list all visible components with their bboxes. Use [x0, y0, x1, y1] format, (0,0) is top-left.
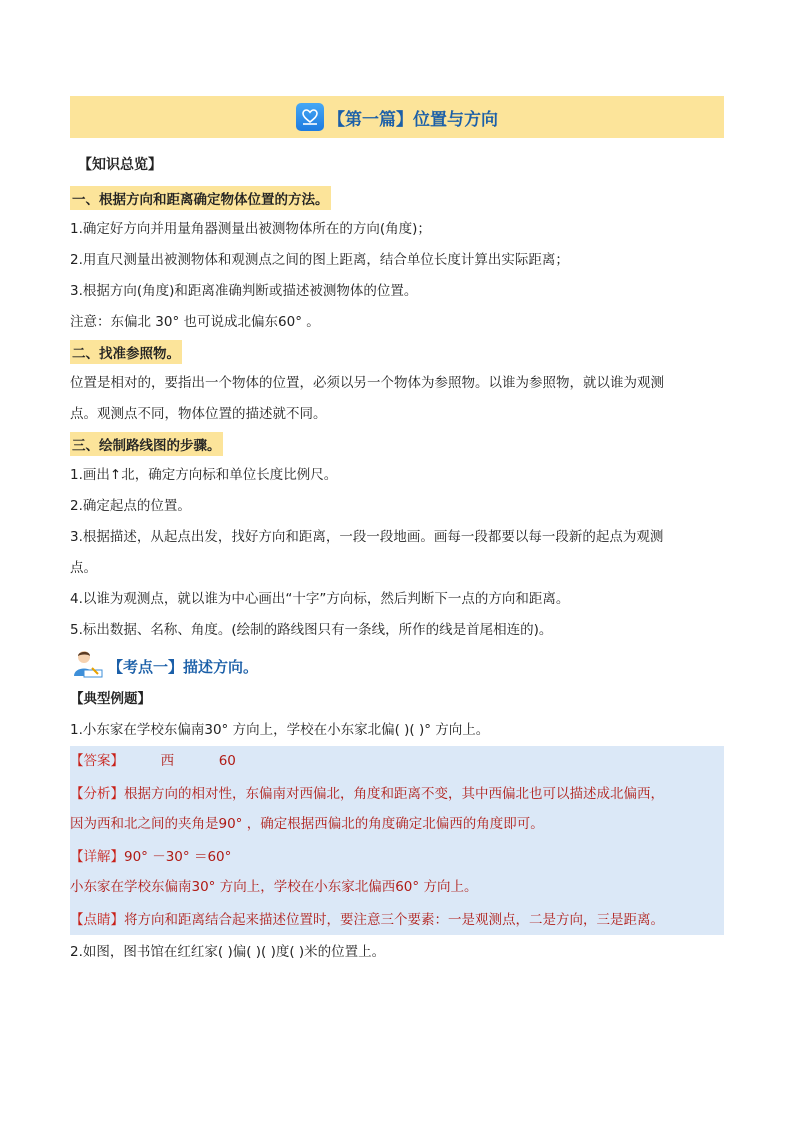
- student-writing-icon: [70, 648, 104, 684]
- section2-line: 点。观测点不同，物体位置的描述就不同。: [70, 406, 327, 422]
- question-2: 2.如图，图书馆在红红家( )偏( )( )度( )米的位置上。: [70, 944, 386, 960]
- section3: [70, 432, 724, 456]
- detail-label: 【详解】: [70, 849, 124, 865]
- overview-heading: 【知识总览】: [78, 157, 162, 173]
- section1-item: 2.用直尺测量出被测物体和观测点之间的图上距离，结合单位长度计算出实际距离；: [70, 252, 569, 268]
- heart-hand-icon: [296, 103, 324, 131]
- section3-line: 2.确定起点的位置。: [70, 498, 191, 514]
- section1-note: 注意：东偏北 30° 也可说成北偏东60° 。: [70, 314, 320, 330]
- tip-text: 将方向和距离结合起来描述位置时，要注意三个要素：一是观测点，二是方向，三是距离。: [124, 912, 664, 928]
- section3-line: 5.标出数据、名称、角度。(绘制的路线图只有一条线，所作的线是首尾相连的)。: [70, 622, 553, 638]
- section3-line: 1.画出↑北，确定方向标和单位长度比例尺。: [70, 467, 338, 483]
- tip-label: 【点睛】: [70, 912, 124, 928]
- question-1: 1.小东家在学校东偏南30° 方向上，学校在小东家北偏( )( )° 方向上。: [70, 722, 490, 738]
- tip-line: [70, 905, 724, 935]
- analysis-text-2: 因为西和北之间的夹角是90° ，确定根据西偏北的角度确定北偏西的角度即可。: [70, 816, 544, 832]
- section1-item: 1.确定好方向并用量角器测量出被测物体所在的方向(角度)；: [70, 221, 431, 237]
- section1-item: 3.根据方向(角度)和距离准确判断或描述被测物体的位置。: [70, 283, 418, 299]
- section2-line: 位置是相对的，要指出一个物体的位置，必须以另一个物体为参照物。以谁为参照物，就以谁为观测: [70, 375, 664, 391]
- answer-block: [70, 746, 724, 935]
- analysis-label: 【分析】: [70, 786, 124, 802]
- page-title: 【第一篇】位置与方向: [328, 109, 498, 130]
- analysis-text: 根据方向的相对性，东偏南对西偏北，角度和距离不变，其中西偏北也可以描述成北偏西，: [124, 786, 664, 802]
- section1: [70, 186, 724, 210]
- analysis-line: [70, 779, 724, 809]
- section3-line: 3.根据描述，从起点出发，找好方向和距离，一段一段地画。画每一段都要以每一段新的起点为观测: [70, 529, 664, 545]
- kaodian-title: 【考点一】描述方向。: [108, 657, 259, 676]
- title-bar: [70, 96, 724, 138]
- kaodian-header: [70, 648, 724, 684]
- answer-value: 西: [160, 753, 175, 769]
- detail-text: 小东家在学校东偏南30° 方向上，学校在小东家北偏西60° 方向上。: [70, 879, 478, 895]
- answer-label: 【答案】: [70, 753, 124, 769]
- answer-line: [70, 746, 724, 776]
- answer-value: 60: [218, 753, 236, 769]
- section2: [70, 340, 724, 364]
- example-heading: 【典型例题】: [70, 691, 151, 707]
- detail-calc: 90° －30° ＝60°: [124, 849, 232, 865]
- section3-line: 4.以谁为观测点，就以谁为中心画出“十字”方向标，然后判断下一点的方向和距离。: [70, 591, 570, 607]
- document-page: [70, 96, 724, 968]
- section1-heading: 一、根据方向和距离确定物体位置的方法。: [70, 186, 331, 210]
- detail-line: [70, 842, 724, 872]
- section3-heading: 三、绘制路线图的步骤。: [70, 432, 223, 456]
- section2-heading: 二、找准参照物。: [70, 340, 182, 364]
- section3-line: 点。: [70, 560, 97, 576]
